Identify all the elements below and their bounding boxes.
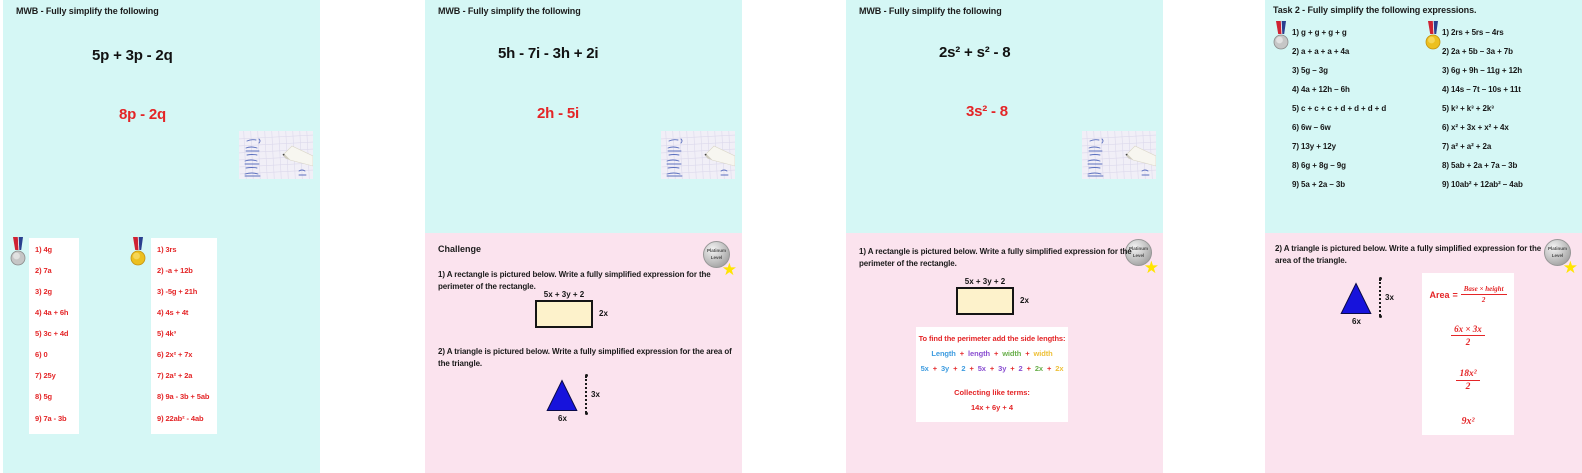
term: 2 bbox=[961, 364, 966, 373]
triangle-base-label: 6x bbox=[1352, 317, 1361, 326]
area-label: Area bbox=[1429, 289, 1450, 300]
slide-1[interactable] bbox=[3, 0, 320, 473]
fraction-numerator: 6x × 3x bbox=[1451, 324, 1485, 336]
answer-item: 4) 4a + 6h bbox=[35, 308, 69, 318]
plus: + bbox=[989, 364, 995, 373]
term: Length bbox=[931, 349, 956, 358]
slide-2-challenge-section bbox=[425, 233, 742, 473]
rectangle-top-label: 5x + 3y + 2 bbox=[543, 290, 585, 299]
fraction-18x2 bbox=[1456, 369, 1479, 392]
answer-list-gold bbox=[151, 238, 217, 434]
problem-item: 3) 6g + 9h – 11g + 12h bbox=[1442, 66, 1523, 75]
plus: + bbox=[959, 349, 965, 358]
equals-sign: = bbox=[1452, 289, 1458, 300]
answer-item: 2) -a + 12b bbox=[157, 266, 193, 276]
collecting-terms-heading: Collecting like terms: bbox=[954, 388, 1030, 397]
challenge-heading: Challenge bbox=[438, 244, 482, 254]
triangle-base-label: 6x bbox=[558, 414, 567, 423]
term: 5x bbox=[977, 364, 986, 373]
term: 3y bbox=[940, 364, 950, 373]
answer-item: 6) 0 bbox=[35, 350, 48, 360]
triangle-height-label: 3x bbox=[1385, 293, 1394, 302]
question-1-text: 1) A rectangle is pictured below. Write a fully simplified expression for the perimeter of the rectangle. bbox=[859, 247, 1132, 268]
handwriting-photo bbox=[239, 131, 313, 179]
triangle-shape bbox=[546, 379, 578, 412]
silver-medal-icon bbox=[1272, 21, 1290, 51]
slide-2[interactable] bbox=[425, 0, 742, 473]
badge-label: Level bbox=[1551, 252, 1564, 258]
slide-3-top-section bbox=[846, 0, 1163, 233]
answer-item: 5) 4k³ bbox=[157, 329, 176, 339]
slide-2-title: MWB - Fully simplify the following bbox=[438, 6, 581, 16]
star-icon: ★ bbox=[721, 260, 737, 279]
fraction-6x-3x bbox=[1451, 324, 1485, 347]
slide-3-answer: 3s² - 8 bbox=[966, 103, 1008, 120]
answer-item: 8) 9a - 3b + 5ab bbox=[157, 392, 210, 402]
term: 3y bbox=[998, 364, 1007, 373]
plus: + bbox=[1047, 364, 1052, 373]
plus: + bbox=[953, 364, 958, 373]
problem-item: 6) 6w – 6w bbox=[1292, 123, 1331, 132]
plus: + bbox=[1026, 364, 1031, 373]
slide-3-title: MWB - Fully simplify the following bbox=[859, 6, 1002, 16]
badge-label: Level bbox=[710, 254, 723, 260]
triangle-height-label: 3x bbox=[591, 390, 600, 399]
answer-item: 1) 3rs bbox=[157, 245, 177, 254]
term: width bbox=[1033, 349, 1053, 358]
silver-medal-icon bbox=[9, 237, 27, 267]
answer-item: 7) 2a² + 2a bbox=[157, 371, 193, 381]
slide-4[interactable] bbox=[1265, 0, 1582, 473]
question-2-text: 2) A triangle is pictured below. Write a fully simplified expression for the area of the triangle. bbox=[1275, 244, 1542, 265]
answer-item: 9) 7a - 3b bbox=[35, 413, 67, 423]
fraction-denominator: 2 bbox=[1465, 337, 1471, 347]
term: 2 bbox=[1018, 364, 1023, 373]
badge-label: Platinum bbox=[1547, 246, 1567, 252]
slide-2-answer: 2h - 5i bbox=[537, 105, 579, 122]
dashed-height-line bbox=[585, 376, 587, 413]
plus: + bbox=[969, 364, 974, 373]
fraction-denominator: 2 bbox=[1465, 382, 1471, 392]
answer-item: 4) 4s + 4t bbox=[157, 308, 189, 318]
problem-item: 7) a² + a² + 2a bbox=[1442, 142, 1492, 151]
answer-item: 2) 7a bbox=[35, 266, 52, 276]
triangle-shape bbox=[1340, 282, 1372, 315]
slide-3-question: 2s² + s² - 8 bbox=[939, 44, 1011, 61]
problem-item: 8) 5ab + 2a + 7a – 3b bbox=[1442, 161, 1518, 170]
term: 2x bbox=[1034, 364, 1044, 373]
answer-item: 3) 2g bbox=[35, 287, 53, 297]
slide-4-top-section bbox=[1265, 0, 1582, 233]
problem-item: 6) x² + 3x + x² + 4x bbox=[1442, 123, 1509, 132]
slide-2-top-section bbox=[425, 0, 742, 233]
working-expression-line bbox=[916, 364, 1068, 373]
perimeter-working-box bbox=[916, 327, 1068, 422]
star-icon: ★ bbox=[1562, 258, 1578, 277]
plus: + bbox=[1025, 349, 1030, 358]
problem-item: 1) g + g + g + g bbox=[1292, 28, 1347, 37]
dashed-height-line bbox=[1379, 279, 1381, 316]
problem-item: 4) 14s – 7t – 10s + 11t bbox=[1442, 85, 1521, 94]
fraction-base-height bbox=[1461, 285, 1507, 304]
fraction-numerator: 18x² bbox=[1456, 369, 1479, 381]
answer-list-silver bbox=[29, 238, 79, 434]
plus: + bbox=[932, 364, 937, 373]
rectangle-side-label: 2x bbox=[599, 309, 608, 318]
badge-label: Platinum bbox=[706, 248, 726, 254]
answer-item: 3) -5g + 21h bbox=[157, 287, 198, 297]
area-formula-line bbox=[1429, 285, 1506, 304]
slide-3-worked-section bbox=[846, 233, 1163, 473]
area-working-box bbox=[1422, 273, 1514, 435]
problem-item: 5) k³ + k³ + 2k³ bbox=[1442, 104, 1494, 113]
answer-item: 7) 25y bbox=[35, 371, 56, 381]
problem-item: 9) 5a + 2a – 3b bbox=[1292, 180, 1345, 189]
problem-item: 9) 10ab² + 12ab² – 4ab bbox=[1442, 180, 1523, 189]
answer-item: 1) 4g bbox=[35, 245, 53, 254]
problem-item: 8) 6g + 8g – 9g bbox=[1292, 161, 1346, 170]
fraction-denominator: 2 bbox=[1481, 296, 1486, 304]
term: width bbox=[1002, 349, 1022, 358]
plus: + bbox=[1010, 364, 1015, 373]
badge-label: Platinum bbox=[1128, 246, 1148, 252]
rectangle-shape bbox=[956, 287, 1014, 315]
perimeter-result: 14x + 6y + 4 bbox=[970, 403, 1014, 412]
rectangle-shape bbox=[535, 300, 593, 328]
problem-list-silver bbox=[1292, 23, 1386, 194]
slide-1-answer: 8p - 2q bbox=[119, 106, 166, 123]
term: length bbox=[968, 349, 990, 358]
rectangle-top-label: 5x + 3y + 2 bbox=[964, 277, 1006, 286]
badge-label: Level bbox=[1132, 252, 1145, 258]
gold-medal-icon bbox=[129, 237, 147, 267]
slide-2-question: 5h - 7i - 3h + 2i bbox=[498, 45, 599, 62]
area-result: 9x² bbox=[1461, 416, 1475, 427]
question-1-text: 1) A rectangle is pictured below. Write a fully simplified expression for the perimeter of the rectangle. bbox=[438, 270, 711, 291]
slide-4-worked-section bbox=[1265, 233, 1582, 473]
answer-item: 8) 5g bbox=[35, 392, 53, 402]
answer-item: 6) 2x² + 7x bbox=[157, 350, 193, 360]
star-icon: ★ bbox=[1143, 258, 1159, 277]
fraction-numerator: Base × height bbox=[1461, 285, 1507, 295]
problem-item: 2) 2a + 5b – 3a + 7b bbox=[1442, 47, 1513, 56]
rectangle-side-label: 2x bbox=[1020, 296, 1029, 305]
problem-list-gold bbox=[1442, 23, 1523, 194]
problem-item: 5) c + c + c + d + d + d + d bbox=[1292, 104, 1387, 113]
term: 2x bbox=[1055, 364, 1064, 373]
working-words-line bbox=[916, 349, 1068, 358]
answer-item: 5) 3c + 4d bbox=[35, 329, 69, 339]
gold-medal-icon bbox=[1424, 21, 1442, 51]
question-2-text: 2) A triangle is pictured below. Write a fully simplified expression for the area of the triangle. bbox=[438, 347, 732, 368]
slide-1-question: 5p + 3p - 2q bbox=[92, 47, 173, 64]
problem-item: 3) 5g – 3g bbox=[1292, 66, 1328, 75]
slide-1-title: MWB - Fully simplify the following bbox=[16, 6, 159, 16]
plus: + bbox=[993, 349, 999, 358]
problem-item: 4) 4a + 12h – 6h bbox=[1292, 85, 1350, 94]
problem-item: 2) a + a + a + 4a bbox=[1292, 47, 1350, 56]
working-heading: To find the perimeter add the side lengths: bbox=[918, 334, 1066, 343]
slide-4-title: Task 2 - Fully simplify the following expressions. bbox=[1273, 5, 1477, 15]
slide-3[interactable] bbox=[846, 0, 1163, 473]
answer-item: 9) 22ab² - 4ab bbox=[157, 413, 204, 423]
problem-item: 7) 13y + 12y bbox=[1292, 142, 1336, 151]
problem-item: 1) 2rs + 5rs – 4rs bbox=[1442, 28, 1504, 37]
handwriting-photo bbox=[661, 131, 735, 179]
term: 5x bbox=[920, 364, 929, 373]
handwriting-photo bbox=[1082, 131, 1156, 179]
